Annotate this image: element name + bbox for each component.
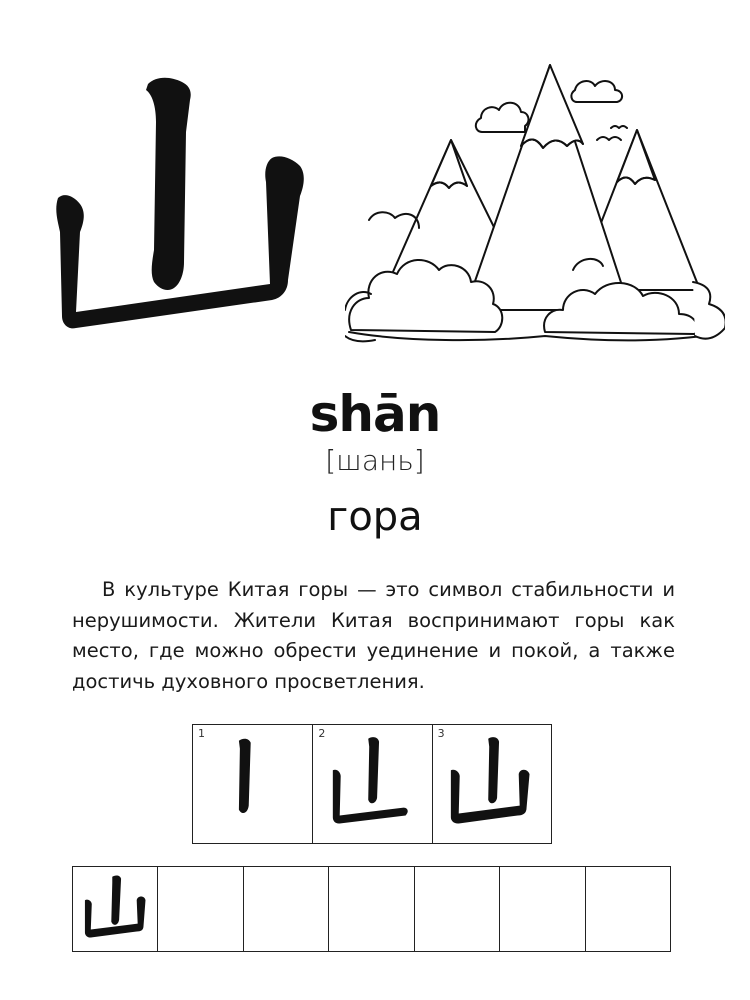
stroke-step-3 xyxy=(432,725,551,843)
practice-cell[interactable] xyxy=(157,867,242,951)
meaning: гора xyxy=(327,494,423,540)
mountain-illustration xyxy=(345,60,725,350)
stroke-1-glyph xyxy=(193,725,312,843)
stroke-step-1 xyxy=(193,725,312,843)
practice-cell[interactable] xyxy=(243,867,328,951)
transcription: [шань] xyxy=(325,444,425,477)
pinyin: shān xyxy=(309,385,441,443)
practice-cell[interactable] xyxy=(585,867,670,951)
practice-cell[interactable] xyxy=(414,867,499,951)
stroke-number: 1 xyxy=(198,727,205,740)
sample-character-glyph xyxy=(73,867,157,951)
stroke-3-glyph xyxy=(433,725,551,843)
main-character xyxy=(40,62,330,352)
stroke-2-glyph xyxy=(313,725,431,843)
practice-cell[interactable] xyxy=(499,867,584,951)
stroke-number: 3 xyxy=(437,727,445,740)
stroke-step-2 xyxy=(312,725,431,843)
practice-grid xyxy=(72,866,671,952)
stroke-number: 2 xyxy=(318,727,326,740)
practice-cell[interactable] xyxy=(328,867,413,951)
practice-cell-sample xyxy=(73,867,157,951)
stroke-order-grid xyxy=(192,724,552,844)
description-text: В культуре Китая горы — это символ стабильности и нерушимости. Жители Китая воспринимают горы как место, где можно обрести уединение и покой, а также достичь духовного просветления. xyxy=(72,578,675,693)
